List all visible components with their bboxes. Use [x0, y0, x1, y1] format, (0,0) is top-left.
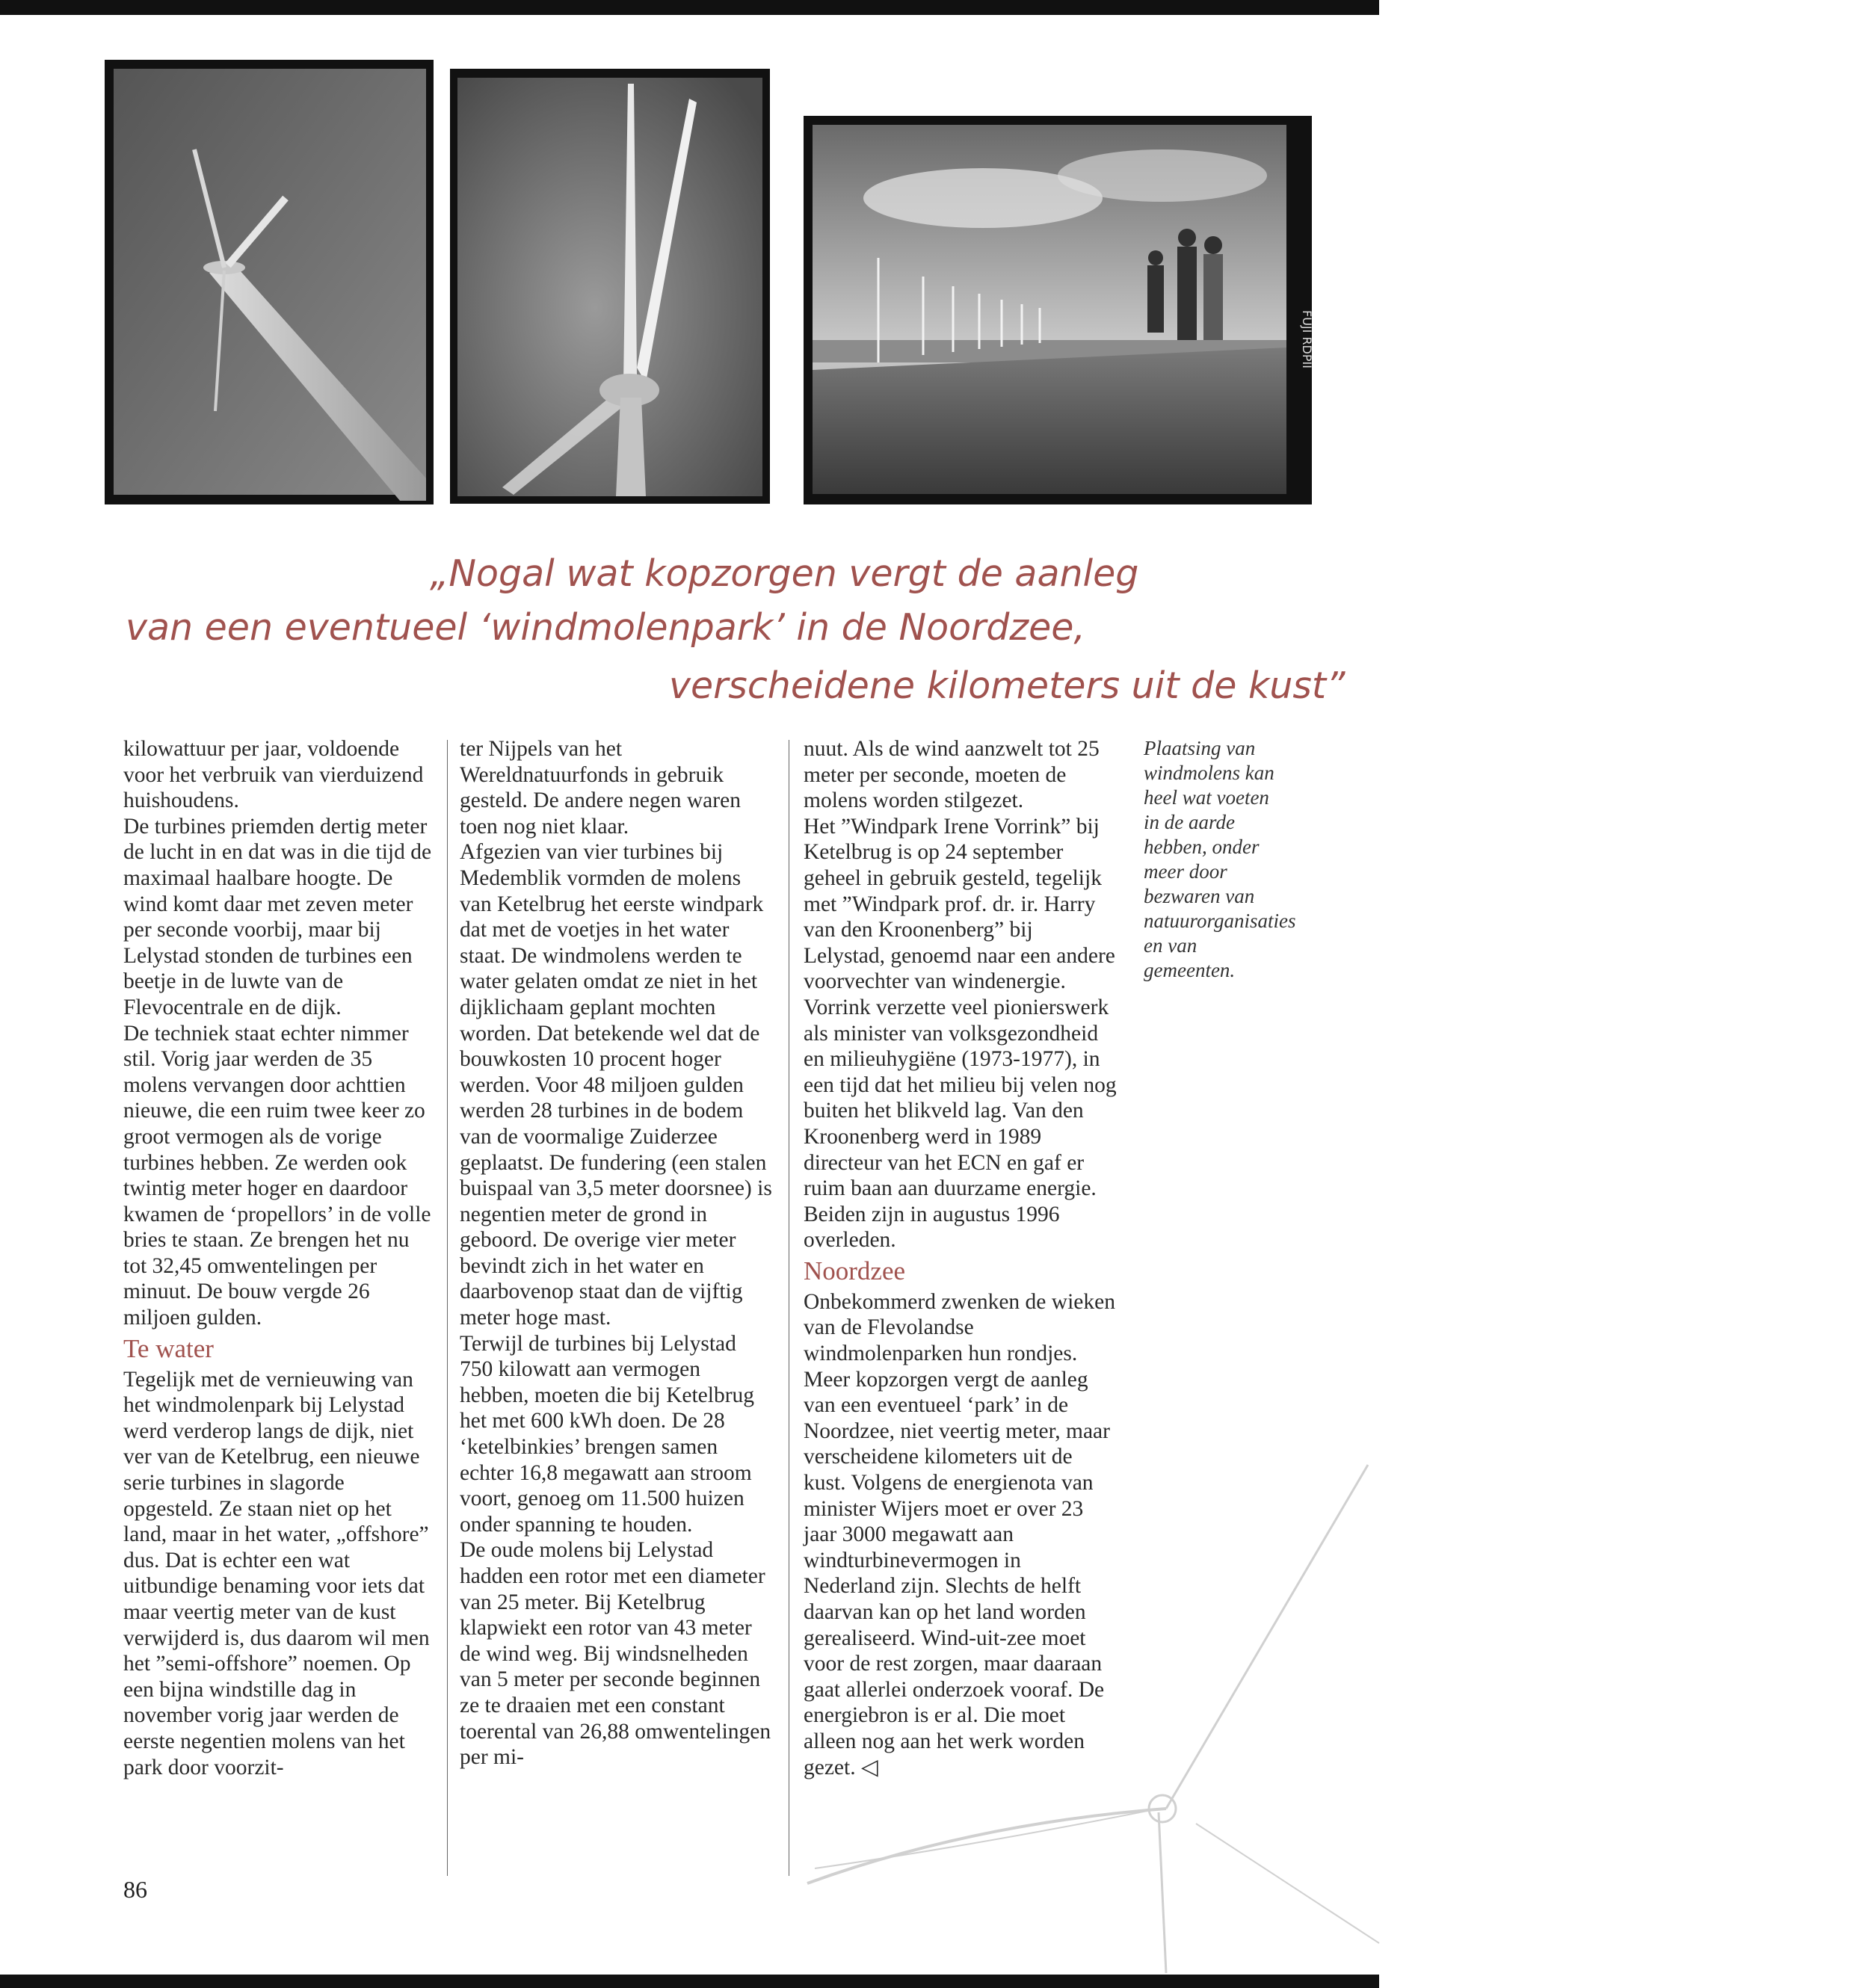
pullquote-line-1: „Nogal wat kopzorgen vergt de aanleg — [430, 552, 1139, 595]
turbine-from-below-image — [105, 60, 434, 504]
paragraph: De turbines priemden dertig meter de lucht in en dat was in die tijd de maximaal haalbare hoogte. De wind komt daar met zeven meter per seconde voorbij, maar bij Lelystad stonden de turbines een beetje in de luwte van de Flevocentrale en de dijk. — [123, 814, 432, 1019]
film-edge-label: FUJI RDPII — [1300, 310, 1314, 368]
column-1 — [123, 736, 434, 1780]
photo-turbine-from-below — [105, 60, 434, 504]
sidebar-caption: Plaatsing van windmolens kan heel wat voeten in de aarde hebben, onder meer door bezwaren van natuurorganisaties en van gemeenten. — [1144, 737, 1296, 981]
paragraph: Het ”Windpark Irene Vorrink” bij Ketelbrug is op 24 september geheel in gebruik gesteld, tegelijk met ”Windpark prof. dr. ir. Harry van den Kroonenberg” bij Lelystad, genoemd naar een andere voorvechter van windenergie. Vorrink verzette veel pionierswerk als minister van volksgezondheid en milieuhygiëne (1973-1977), in een tijd dat het milieu bij velen nog buiten het blikveld lag. Van den Kroonenberg werd in 1989 directeur van het ECN en gaf er ruim baan aan duurzame energie. Beiden zijn in augustus 1996 overleden. — [804, 814, 1117, 1253]
turbine-rotor-image — [450, 69, 770, 504]
column-3 — [804, 736, 1118, 1780]
people-on-dike-image — [804, 116, 1312, 504]
section-heading-te-water: Te water — [123, 1333, 214, 1363]
paragraph: De oude molens bij Lelystad hadden een rotor met een diameter van 25 meter. Bij Ketelbrug klapwiekt een rotor van 43 meter de wind weg. Bij windsnelheden van 5 meter per seconde beginnen ze te draaien met een constant toerental van 26,88 omwentelingen per mi- — [460, 1538, 771, 1770]
paragraph: Terwijl de turbines bij Lelystad 750 kilowatt aan vermogen hebben, moeten die bij Ketelbrug het met 600 kWh doen. De 28 ‘ketelbinkies’ brengen samen echter 16,8 megawatt aan stroom voort, genoeg om 11.500 huizen onder spanning te houden. — [460, 1331, 755, 1537]
paragraph: De techniek staat echter nimmer stil. Vorig jaar werden de 35 molens vervangen door achttien nieuwe, die een ruim twee keer zo groot vermogen als de vorige turbines hebben. Ze werden ook twintig meter hoger en daardoor kwamen de ‘propellors’ in de volle bries te staan. Ze brengen het nu tot 32,45 omwentelingen per minuut. De bouw vergde 26 miljoen gulden. — [123, 1021, 431, 1330]
paragraph: ter Nijpels van het Wereldnatuurfonds in gebruik gesteld. De andere negen waren toen nog niet klaar. — [460, 737, 741, 839]
paragraph: Onbekommerd zwenken de wieken van de Flevolandse windmolenparken hun rondjes. Meer kopzorgen vergt de aanleg van een eventueel ‘park’ in de Noordzee, niet veertig meter, maar verscheidene kilometers uit de kust. Volgens de energienota van minister Wijers moet er over 23 jaar 3000 megawatt aan windturbinevermogen in Nederland zijn. Slechts de helft daarvan kan op het land worden gerealiseerd. Wind-uit-zee moet voor de rest zorgen, maar daaraan gaat allerlei onderzoek vooraf. De energiebron is er al. Die moet alleen nog aan het werk worden gezet. — [804, 1289, 1115, 1779]
paragraph: kilowattuur per jaar, voldoende voor het verbruik van vierduizend huishoudens. — [123, 737, 424, 813]
section-heading-noordzee: Noordzee — [804, 1256, 906, 1285]
paragraph: Tegelijk met de vernieuwing van het windmolenpark bij Lelystad werd verderop langs de dijk, niet ver van de Ketelbrug, een nieuwe serie turbines in slagorde opgesteld. Ze staan niet op het land, maar in het water, „offshore” dus. Dat is echter een wat uitbundige benaming voor iets dat maar veertig meter van de kust verwijderd is, dus daarom wil men het ”semi-offshore” noemen. Op een bijna windstille dag in november vorig jaar werden de eerste negentien molens van het park door voorzit- — [123, 1367, 430, 1779]
paragraph: Afgezien van vier turbines bij Medemblik vormden de molens van Ketelbrug het eerste windpark dat met de voetjes in het water staat. De windmolens werden te water gelaten omdat ze niet in het dijklichaam geplant mochten worden. Dat betekende wel dat de bouwkosten 10 procent hoger werden. Voor 48 miljoen gulden werden 28 turbines in de bodem van de voormalige Zuiderzee geplaatst. De fundering (een stalen buispaal van 3,5 meter doorsnee) is negentien meter de grond in geboord. De overige vier meter bevindt zich in het water en daarbovenop staat dan de vijftig meter hoge mast. — [460, 840, 772, 1330]
page-number: 86 — [123, 1876, 147, 1903]
pullquote-line-3: verscheidene kilometers uit de kust” — [669, 664, 1345, 707]
photo-people-on-dike — [804, 116, 1312, 504]
photo-turbine-rotor — [450, 69, 770, 504]
column-divider — [447, 740, 448, 1876]
paragraph: nuut. Als de wind aanzwelt tot 25 meter per seconde, moeten de molens worden stilgezet. — [804, 737, 1100, 813]
pullquote-line-2: van een eventueel ‘windmolenpark’ in de Noordzee, — [126, 606, 1085, 649]
end-mark-icon: ◁ — [860, 1755, 878, 1779]
column-2 — [460, 736, 774, 1771]
